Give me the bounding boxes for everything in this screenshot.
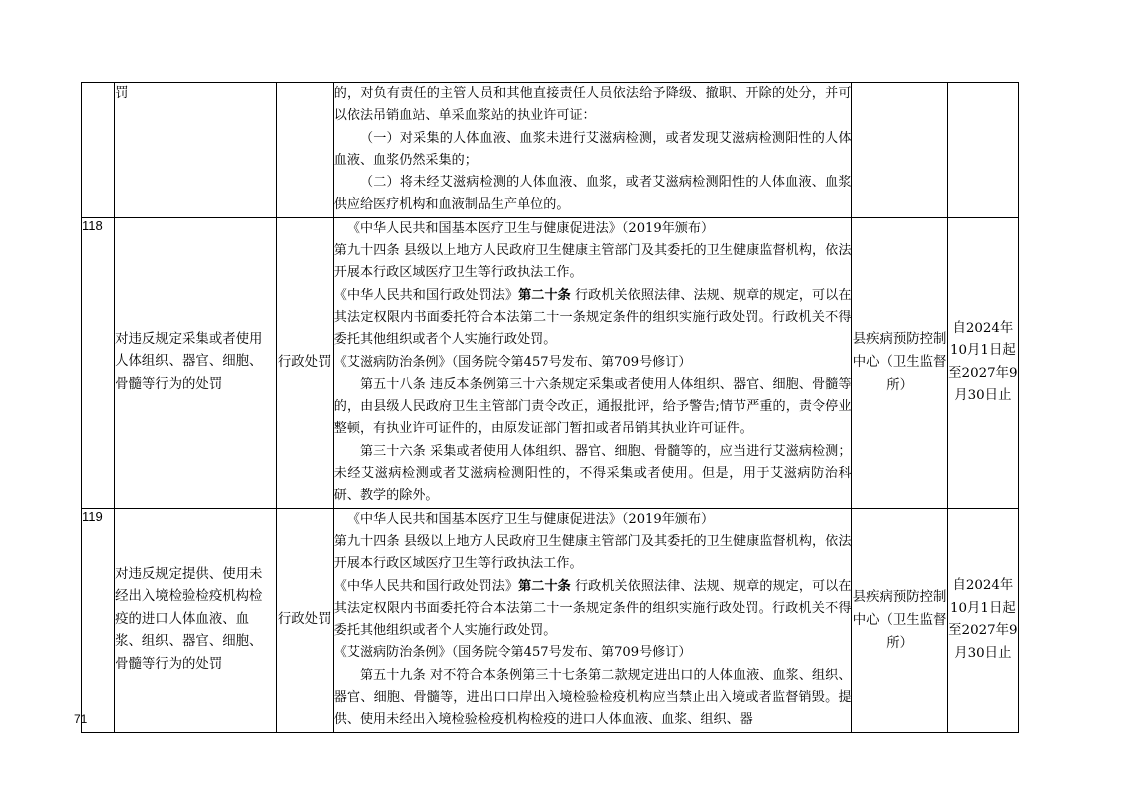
enforcement-org: 县疾病预防控制中心（卫生监督所） <box>852 217 947 508</box>
basis-cell <box>333 217 852 508</box>
table-row-118 <box>82 217 1019 508</box>
article-text: 第九十四条 县级以上地方人民政府卫生健康主管部门及其委托的卫生健康监督机构，依法开展本行政区域医疗卫生等行政执法工作。 <box>333 243 852 281</box>
item-cell <box>115 83 277 218</box>
authority-type: 行政处罚 <box>276 508 333 732</box>
number-cell <box>82 83 115 218</box>
basis-line: （二）将未经艾滋病检测的人体血液、血浆，或者艾滋病检测阳性的人体血液、血浆供应给医疗机构和血液制品生产单位的。 <box>333 175 852 213</box>
authority-list-table <box>81 82 1019 733</box>
enforcement-org: 县疾病预防控制中心（卫生监督所） <box>852 508 947 732</box>
article-text: 第三十六条 采集或者使用人体组织、器官、细胞、骨髓等的，应当进行艾滋病检测；未经艾滋病检测或者艾滋病检测阳性的，不得采集或者使用。但是，用于艾滋病防治科研、教学的除外。 <box>333 443 852 504</box>
validity-term: 自2024年10月1日起至2027年9月30日止 <box>947 508 1018 732</box>
page-number: 71 <box>74 712 88 726</box>
article-number: 第二十条 <box>518 287 571 303</box>
article-text: 第五十八条 违反本条例第三十六条规定采集或者使用人体组织、器官、细胞、骨髓等的，由县级人民政府卫生主管部门责令改正，通报批评，给予警告;情节严重的，责令停业整顿，有执业许可证件的，由原发证部门暂扣或者吊销其执业许可证件。 <box>333 376 852 437</box>
law-title: 《中华人民共和国行政处罚法》 <box>333 578 519 594</box>
basis-cell <box>333 83 852 218</box>
authority-type: 行政处罚 <box>276 217 333 508</box>
article-text <box>334 576 852 643</box>
row-number: 118 <box>82 217 115 508</box>
law-title: 《中华人民共和国基本医疗卫生与健康促进法》（2019年颁布） <box>346 511 715 527</box>
article-text: 第五十九条 对不符合本条例第三十七条第二款规定进出口的人体血液、血浆、组织、器官、细胞、骨髓等，进出口口岸出入境检验检疫机构应当禁止出入境或者监督销毁。提供、使用未经出入境检验检疫机构检疫的进口人体血液、血浆、组织、器 <box>333 667 852 728</box>
article-text: 第九十四条 县级以上地方人民政府卫生健康主管部门及其委托的卫生健康监督机构，依法开展本行政区域医疗卫生等行政执法工作。 <box>333 533 852 572</box>
table-row-119 <box>82 508 1019 732</box>
article-text <box>334 285 852 352</box>
row-number: 119 <box>82 508 115 732</box>
validity-term: 自2024年10月1日起至2027年9月30日止 <box>947 217 1018 508</box>
org-cell <box>852 83 947 218</box>
type-cell <box>276 83 333 218</box>
law-title: 《中华人民共和国行政处罚法》 <box>333 287 519 303</box>
law-title: 《艾滋病防治条例》（国务院令第457号发布、第709号修订） <box>333 354 692 370</box>
item-name: 对违反规定采集或者使用人体组织、器官、细胞、骨髓等行为的处罚 <box>115 217 277 508</box>
article-number: 第二十条 <box>518 578 571 594</box>
item-name: 对违反规定提供、使用未经出入境检验检疫机构检疫的进口人体血液、血浆、组织、器官、细胞、骨髓等行为的处罚 <box>115 508 277 732</box>
item-tail-text: 罚 <box>115 86 129 101</box>
article-body: 行政机关依照法律、法规、规章的规定，可以在其法定权限内书面委托符合本法第二十一条规定条件的组织实施行政处罚。行政机关不得委托其他组织或者个人实施行政处罚。 <box>333 287 852 348</box>
law-title: 《中华人民共和国基本医疗卫生与健康促进法》（2019年颁布） <box>346 220 715 236</box>
basis-cell <box>333 508 852 732</box>
basis-line: 的，对负有责任的主管人员和其他直接责任人员依法给予降级、撤职、开除的处分，并可以依法吊销血站、单采血浆站的执业许可证： <box>333 86 852 124</box>
table-row-continuation <box>82 83 1019 218</box>
term-cell <box>947 83 1018 218</box>
law-title: 《艾滋病防治条例》（国务院令第457号发布、第709号修订） <box>333 645 692 661</box>
basis-line: （一）对采集的人体血液、血浆未进行艾滋病检测，或者发现艾滋病检测阳性的人体血液、血浆仍然采集的； <box>333 130 852 168</box>
article-body: 行政机关依照法律、法规、规章的规定，可以在其法定权限内书面委托符合本法第二十一条规定条件的组织实施行政处罚。行政机关不得委托其他组织或者个人实施行政处罚。 <box>333 578 852 639</box>
